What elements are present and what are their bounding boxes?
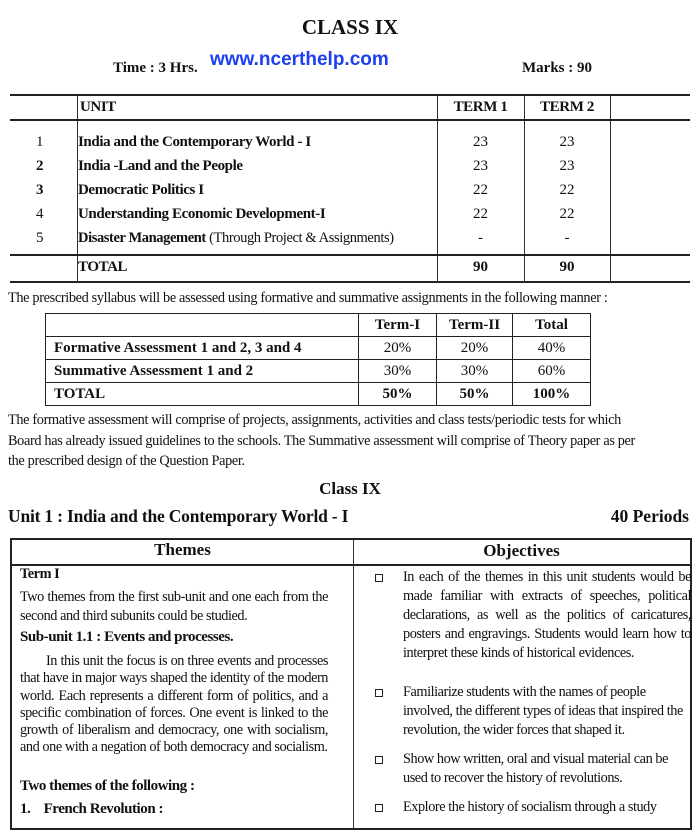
assessment-intro: The prescribed syllabus will be assessed using formative and summative assignments in the following manner : — [8, 290, 608, 306]
table-row — [46, 360, 591, 383]
total-term1: 90 — [473, 259, 488, 275]
paragraph-line: the prescribed design of the Question Paper. — [8, 453, 245, 469]
paragraph-line: Board has already issued guidelines to the schools. The Summative assessment will comprise of Theory paper as per — [8, 432, 635, 449]
marks-label: Marks : 90 — [522, 60, 592, 76]
term-text: Two themes from the first sub-unit and one each from the second and third subunits could be studied. — [20, 589, 328, 624]
term-ii-value: 20% — [437, 337, 513, 360]
term1-marks: 22 — [473, 182, 488, 198]
table-header-row — [46, 314, 591, 337]
term1-marks: 22 — [473, 206, 488, 222]
list-item — [20, 801, 328, 818]
row-number: 1 — [36, 134, 44, 150]
objective-item: Show how written, oral and visual material can be used to recover the history of revolutions. — [403, 751, 668, 786]
unit-name: Democratic Politics I — [78, 182, 204, 198]
unit-heading: Unit 1 : India and the Contemporary World - I — [8, 506, 349, 526]
bullet-icon — [375, 689, 383, 697]
item-title: French Revolution : — [43, 801, 164, 817]
term2-marks: 22 — [559, 206, 575, 222]
total-value: 60% — [513, 360, 591, 383]
header-unit: UNIT — [80, 99, 116, 115]
subunit-heading: Sub-unit 1.1 : Events and processes. — [20, 629, 234, 645]
header-term2: TERM 2 — [540, 99, 594, 115]
table-row — [46, 383, 591, 406]
term2-marks: - — [564, 230, 570, 246]
term-i-value: 50% — [359, 383, 437, 406]
header-total: Total — [513, 314, 591, 337]
objective-item: Explore the history of socialism through a study — [403, 799, 657, 815]
objective-item: Familiarize students with the names of people involved, the different types of ideas that inspired the revolution, the wider forces that shaped it. — [403, 684, 683, 738]
unit-name: Disaster Management — [78, 230, 206, 246]
themes-objectives-table — [10, 538, 692, 830]
two-themes-label: Two themes of the following : — [20, 778, 195, 794]
term-i-value: 20% — [359, 337, 437, 360]
objectives-header: Objectives — [483, 541, 560, 560]
row-number: 4 — [36, 206, 44, 222]
assessment-table — [45, 313, 591, 406]
bullet-icon — [375, 756, 383, 764]
header-term-ii: Term-II — [437, 314, 513, 337]
total-value: 40% — [513, 337, 591, 360]
class-heading: Class IX — [319, 479, 381, 498]
term2-marks: 22 — [559, 182, 575, 198]
table-row — [46, 337, 591, 360]
row-label: Summative Assessment 1 and 2 — [46, 360, 359, 383]
paragraph-line: The formative assessment will comprise of projects, assignments, activities and class tests/periodic tests for which — [8, 412, 621, 428]
unit-name: Understanding Economic Development-I — [78, 206, 326, 222]
term2-marks: 23 — [559, 158, 575, 174]
total-label: TOTAL — [78, 259, 128, 275]
total-term2: 90 — [559, 259, 575, 275]
term-label: Term I — [20, 566, 60, 582]
term-ii-value: 30% — [437, 360, 513, 383]
objective-item: In each of the themes in this unit students would be made familiar with extracts of speeches, political declarations, as well as the politics of caricatures, posters and engravings. Students would learn how to interpret these kinds of historical evidences. — [403, 569, 691, 661]
bullet-icon — [375, 574, 383, 582]
term1-marks: 23 — [473, 134, 488, 150]
item-number: 1. — [20, 801, 31, 817]
row-number: 3 — [36, 182, 44, 198]
marks-table — [10, 94, 690, 283]
unit-name: India -Land and the People — [78, 158, 243, 174]
unit-name: India and the Contemporary World - I — [78, 134, 311, 150]
unit-note: (Through Project & Assignments) — [209, 230, 394, 246]
term1-marks: - — [478, 230, 483, 246]
row-label: TOTAL — [46, 383, 359, 406]
header-term-i: Term-I — [359, 314, 437, 337]
term-i-value: 30% — [359, 360, 437, 383]
watermark: www.ncerthelp.com — [210, 49, 389, 70]
row-number: 5 — [36, 230, 44, 246]
term-ii-value: 50% — [437, 383, 513, 406]
row-label: Formative Assessment 1 and 2, 3 and 4 — [46, 337, 359, 360]
term2-marks: 23 — [559, 134, 575, 150]
themes-header: Themes — [154, 540, 211, 559]
time-label: Time : 3 Hrs. — [113, 60, 198, 76]
page-title: CLASS IX — [301, 15, 399, 39]
term1-marks: 23 — [473, 158, 488, 174]
assessment-paragraph — [8, 410, 690, 472]
header-term1: TERM 1 — [453, 99, 508, 115]
total-value: 100% — [513, 383, 591, 406]
bullet-icon — [375, 804, 383, 812]
subunit-text: In this unit the focus is on three events and processes that have in major ways shaped the identity of the modern world. Each represents a different form of politics, and a specific combination of forces. One event is linked to the growth of liberalism and democracy, one with socialism, and one with a negation of both democracy and socialism. — [20, 653, 328, 756]
periods-label: 40 Periods — [610, 506, 689, 526]
row-number: 2 — [36, 158, 44, 174]
